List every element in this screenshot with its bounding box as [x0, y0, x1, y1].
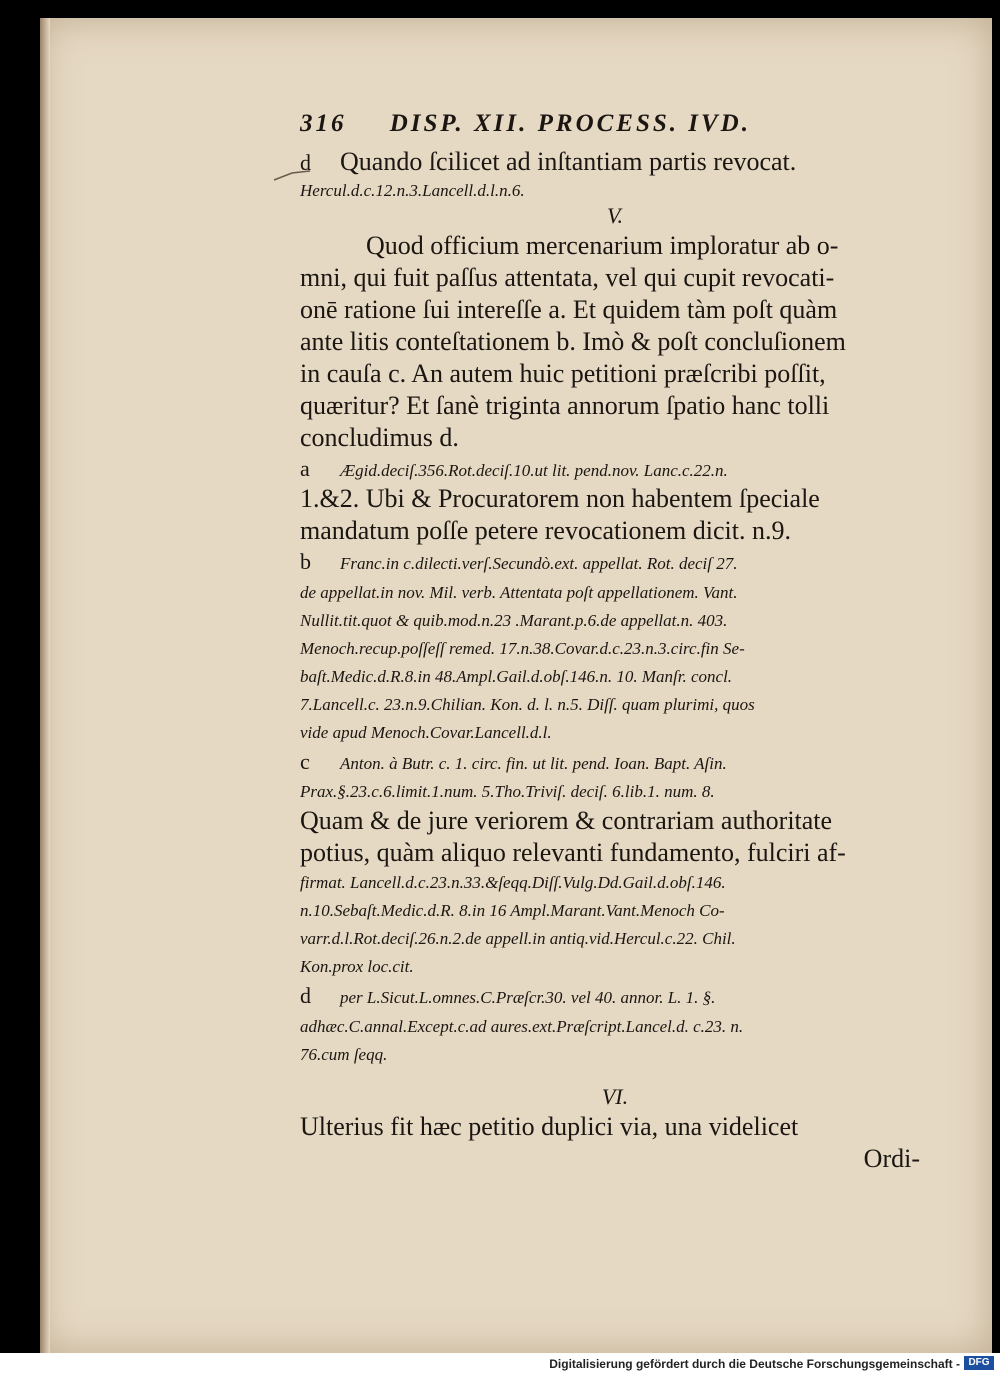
footnotes — [300, 458, 930, 1069]
dfg-logo: DFG — [964, 1356, 994, 1370]
footnote-letter: d — [300, 982, 311, 1008]
paragraph-line: ante litis conteſtationem b. Imò & poſt concluſionem — [300, 327, 846, 356]
page-text — [300, 110, 930, 1175]
footer-text: Digitalisierung gefördert durch die Deutsche Forschungsgemeinschaft - — [549, 1357, 960, 1371]
paragraph-line: Ulterius fit hæc petitio duplici via, una videlicet — [300, 1111, 799, 1141]
footnote-b — [300, 547, 930, 747]
paragraph-line: concludimus d. — [300, 423, 459, 452]
section-paragraph — [300, 230, 930, 454]
paragraph-line: quæritur? Et ſanè triginta annorum ſpatio hanc tolli — [300, 391, 830, 420]
page-edge-shadow — [40, 18, 50, 1353]
intro-note — [300, 146, 930, 202]
footnote-line: Nullit.tit.quot & quib.mod.n.23 .Marant.p.6.de appellat.n. 403. — [300, 610, 728, 630]
page-number: 316 — [300, 110, 347, 137]
footnote-d — [300, 981, 930, 1069]
intro-citation: Hercul.d.c.12.n.3.Lancell.d.l.n.6. — [300, 181, 525, 200]
footnote-letter: d — [300, 150, 311, 175]
footnote-line: Menoch.recup.poſſeſſ remed. 17.n.38.Covar.d.c.23.n.3.circ.fin Se- — [300, 638, 745, 658]
footnote-line: potius, quàm aliquo relevanti fundamento, fulciri af- — [300, 837, 846, 867]
intro-line: Quando ſcilicet ad inſtantiam partis revocat. — [340, 147, 797, 176]
running-header — [300, 110, 930, 146]
footnote-line: Prax.§.23.c.6.limit.1.num. 5.Tho.Triviſ. deciſ. 6.lib.1. num. 8. — [300, 781, 715, 801]
footnote-line: 7.Lancell.c. 23.n.9.Chilian. Kon. d. l. n.5. Diſſ. quam plurimi, quos — [300, 694, 755, 714]
footnote-line: Franc.in c.dilecti.verſ.Secundò.ext. appellat. Rot. deciſ 27. — [340, 553, 738, 573]
paragraph-line: onē ratione ſui intereſſe a. Et quidem tàm poſt quàm — [300, 295, 838, 324]
footnote-c — [300, 747, 930, 981]
catchword: Ordi- — [863, 1143, 920, 1173]
footer-bar — [0, 1353, 1000, 1374]
footnote-line: Anton. à Butr. c. 1. circ. fin. ut lit. pend. Ioan. Bapt. Aſin. — [340, 753, 727, 773]
paragraph-line: in cauſa c. An autem huic petitioni præſcribi poſſit, — [300, 359, 826, 388]
paragraph-line: mni, qui fuit paſſus attentata, vel qui cupit revocati- — [300, 263, 835, 292]
footnote-line: mandatum poſſe petere revocationem dicit. n.9. — [300, 515, 791, 545]
section-numeral: V. — [606, 203, 624, 228]
footnote-a — [300, 458, 930, 547]
section-numeral: VI. — [601, 1083, 629, 1109]
footnote-line: varr.d.l.Rot.deciſ.26.n.2.de appell.in antiq.vid.Hercul.c.22. Chil. — [300, 928, 736, 948]
footnote-letter: a — [300, 456, 310, 481]
footnote-line: Kon.prox loc.cit. — [300, 956, 414, 976]
running-title: DISP. XII. PROCESS. IVD. — [389, 110, 751, 137]
footnote-letter: b — [300, 548, 311, 574]
footnote-line: Quam & de jure veriorem & contrariam authoritate — [300, 805, 833, 835]
footnote-line: firmat. Lancell.d.c.23.n.33.&ſeqq.Diſſ.Vulg.Dd.Gail.d.obſ.146. — [300, 872, 726, 892]
footnote-line: adhæc.C.annal.Except.c.ad aures.ext.Præſcript.Lancel.d. c.23. n. — [300, 1016, 744, 1036]
footnote-line: 1.&2. Ubi & Procuratorem non habentem ſpeciale — [300, 483, 820, 513]
footnote-line: de appellat.in nov. Mil. verb. Attentata poſt appellationem. Vant. — [300, 582, 738, 602]
footnote-letter: c — [300, 748, 310, 774]
paragraph-line: Quod officium mercenarium imploratur ab o- — [366, 231, 839, 260]
footnote-line: Ægid.deciſ.356.Rot.deciſ.10.ut lit. pend.nov. Lanc.c.22.n. — [340, 461, 728, 480]
footnote-line: baſt.Medic.d.R.8.in 48.Ampl.Gail.d.obſ.146.n. 10. Manſr. concl. — [300, 666, 733, 686]
footnote-line: n.10.Sebaſt.Medic.d.R. 8.in 16 Ampl.Marant.Vant.Menoch Co- — [300, 900, 725, 920]
footnote-line: per L.Sicut.L.omnes.C.Præſcr.30. vel 40. annor. L. 1. §. — [340, 987, 716, 1007]
footnote-line: 76.cum ſeqq. — [300, 1044, 388, 1064]
footnote-line: vide apud Menoch.Covar.Lancell.d.l. — [300, 722, 552, 742]
